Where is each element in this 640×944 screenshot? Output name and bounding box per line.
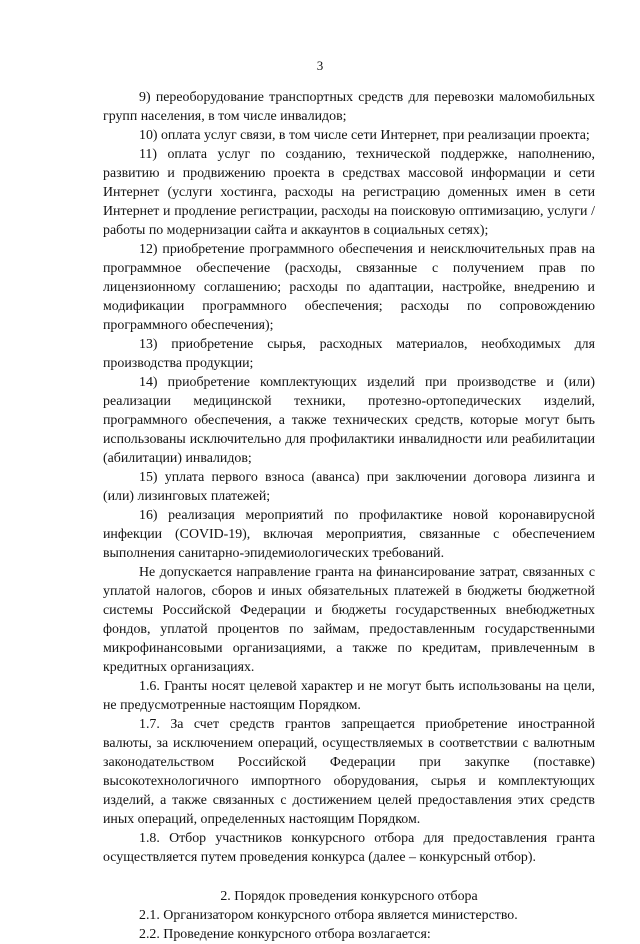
list-item-14: 14) приобретение комплектующих изделий при производстве и (или) реализации медицинской техники, протезно-ортопедических изделий, программного обеспечения, а также технических средств, которые могут быть использованы исключительно для профилактики инвалидности или реабилитации (абилитации) инвалидов;	[103, 375, 595, 466]
page-number: 3	[316, 58, 324, 73]
document-body	[103, 88, 595, 944]
list-item-15: 15) уплата первого взноса (аванса) при заключении договора лизинга и (или) лизинговых платежей;	[103, 470, 595, 504]
section-heading: 2. Порядок проведения конкурсного отбора	[220, 889, 478, 904]
list-item-12: 12) приобретение программного обеспечения и неисключительных прав на программное обеспечение (расходы, связанные с получением прав по лицензионному соглашению; расходы по адаптации, настройке, внедрению и модификации программного обеспечения; расходы по сопровождению программного обеспечения);	[103, 242, 595, 333]
list-item-16: 16) реализация мероприятий по профилактике новой коронавирусной инфекции (COVID-19), включая мероприятия, связанные с обеспечением выполнения санитарно-эпидемиологических требований.	[103, 508, 595, 561]
clause-1-8: 1.8. Отбор участников конкурсного отбора для предоставления гранта осуществляется путем проведения конкурса (далее – конкурсный отбор).	[103, 831, 595, 865]
list-item-11: 11) оплата услуг по созданию, технической поддержке, наполнению, развитию и продвижению проекта в средствах массовой информации и сети Интернет (услуги хостинга, расходы на регистрацию доменных имен в сети Интернет и продление регистрации, расходы на поисковую оптимизацию, услуги / работы по модернизации сайта и аккаунтов в социальных сетях);	[103, 147, 595, 238]
clause-1-7: 1.7. За счет средств грантов запрещается приобретение иностранной валюты, за исключением операций, осуществляемых в соответствии с валютным законодательством Российской Федерации при закупке (поставке) высокотехнологичного импортного оборудования, сырья и комплектующих изделий, а также связанных с достижением целей предоставления этих средств иных операций, определенных настоящим Порядком.	[103, 717, 595, 827]
restriction-paragraph: Не допускается направление гранта на финансирование затрат, связанных с уплатой налогов, сборов и иных обязательных платежей в бюджеты бюджетной системы Российской Федерации и бюджеты государственных внебюджетных фондов, уплатой процентов по займам, предоставленным государственными микрофинансовыми организациями, а также по кредитам, привлеченным в кредитных организациях.	[103, 565, 595, 675]
list-item-13: 13) приобретение сырья, расходных материалов, необходимых для производства продукции;	[103, 337, 595, 371]
list-item-9: 9) переоборудование транспортных средств для перевозки маломобильных групп населения, в том числе инвалидов;	[103, 90, 595, 124]
clause-2-1: 2.1. Организатором конкурсного отбора является министерство.	[139, 908, 518, 923]
list-item-10: 10) оплата услуг связи, в том числе сети Интернет, при реализации проекта;	[139, 128, 590, 143]
clause-2-2: 2.2. Проведение конкурсного отбора возлагается:	[139, 927, 431, 942]
clause-1-6: 1.6. Гранты носят целевой характер и не могут быть использованы на цели, не предусмотренные настоящим Порядком.	[103, 679, 595, 713]
